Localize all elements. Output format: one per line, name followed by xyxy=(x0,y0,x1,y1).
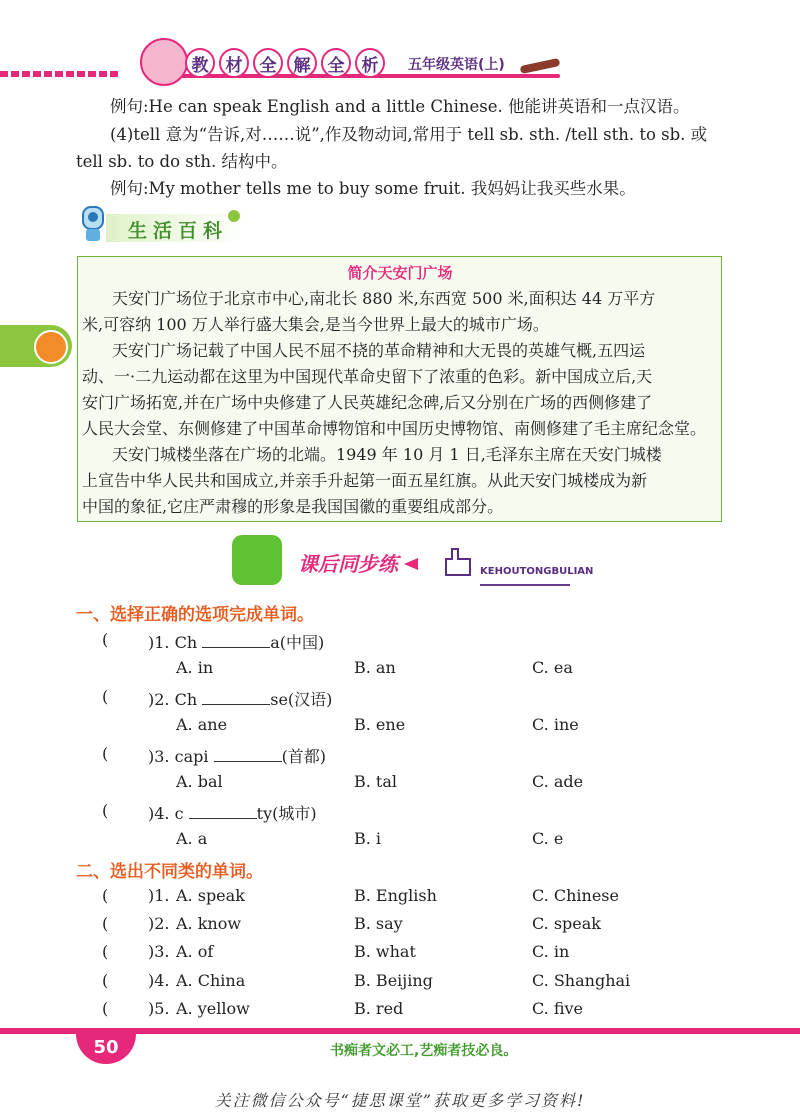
answer-paren: ( xyxy=(102,630,109,649)
question-number: )4. c ty(城市) xyxy=(148,804,317,823)
title-char: 全 xyxy=(321,48,351,78)
info-line: 天安门城楼坐落在广场的北端。1949 年 10 月 1 日,毛泽东主席在天安门城楼 xyxy=(112,445,662,464)
question-row xyxy=(0,687,800,711)
practice-label: 课后同步练 xyxy=(298,552,398,576)
option-a: A. know xyxy=(176,914,242,933)
answer-paren: ( xyxy=(102,886,109,905)
question-number: )1. xyxy=(148,886,170,905)
answer-paren: ( xyxy=(102,744,109,763)
option-c: C. Chinese xyxy=(532,886,619,905)
option-c: C. in xyxy=(532,942,570,961)
question-row xyxy=(0,744,800,768)
robot-icon xyxy=(78,205,108,245)
info-line: 安门广场拓宽,并在广场中央修建了人民英雄纪念碑,后又分别在广场的西侧修建了 xyxy=(82,393,653,412)
option-b: B. ene xyxy=(354,715,406,734)
section-1-title: 一、选择正确的选项完成单词。 xyxy=(76,605,314,625)
question-number: )3. xyxy=(148,942,170,961)
fill-blank[interactable] xyxy=(214,747,282,762)
section-2-title: 二、选出不同类的单词。 xyxy=(76,862,263,882)
option-a: A. a xyxy=(176,829,208,848)
decor-dot xyxy=(228,210,240,222)
answer-paren: ( xyxy=(102,942,109,961)
option-a: A. ane xyxy=(176,715,228,734)
monster-mascot-icon xyxy=(232,535,282,585)
option-b: B. English xyxy=(354,886,437,905)
question-number: )1. Ch a(中国) xyxy=(148,633,325,652)
question-number: )3. capi (首都) xyxy=(148,747,327,766)
question-number: )5. xyxy=(148,999,170,1018)
option-b: B. tal xyxy=(354,772,398,791)
option-a: A. of xyxy=(176,942,214,961)
option-c: C. ine xyxy=(532,715,579,734)
answer-paren: ( xyxy=(102,687,109,706)
question-row xyxy=(0,801,800,825)
question-row xyxy=(0,942,800,966)
question-number: )4. xyxy=(148,971,170,990)
fill-blank[interactable] xyxy=(189,804,257,819)
title-char: 材 xyxy=(219,48,249,78)
book-title xyxy=(185,48,385,78)
info-line: 天安门广场记载了中国人民不屈不挠的革命精神和大无畏的英雄气概,五四运 xyxy=(112,341,646,360)
question-row xyxy=(0,914,800,938)
footer-note: 关注微信公众号“捷思课堂”获取更多学习资料! xyxy=(214,1091,586,1110)
question-row xyxy=(0,999,800,1023)
option-b: B. an xyxy=(354,658,396,677)
header-decoration xyxy=(0,62,150,76)
option-a: A. yellow xyxy=(176,999,250,1018)
question-row xyxy=(0,971,800,995)
option-b: B. Beijing xyxy=(354,971,433,990)
title-char: 析 xyxy=(355,48,385,78)
info-line: 上宣告中华人民共和国成立,并亲手升起第一面五星红旗。从此天安门城楼成为新 xyxy=(82,471,648,490)
answer-paren: ( xyxy=(102,914,109,933)
option-b: B. say xyxy=(354,914,403,933)
option-c: C. ea xyxy=(532,658,573,677)
mascot-girl-icon xyxy=(140,38,188,86)
fill-blank[interactable] xyxy=(202,633,270,648)
mascot-face-icon xyxy=(34,330,68,364)
option-c: C. five xyxy=(532,999,584,1018)
question-row xyxy=(0,886,800,910)
option-b: B. red xyxy=(354,999,404,1018)
answer-paren: ( xyxy=(102,801,109,820)
point-4-line: (4)tell 意为“告诉,对……说”,作及物动词,常用于 tell sb. sth. /tell sth. to sb. 或 xyxy=(110,125,708,144)
fill-blank[interactable] xyxy=(202,690,270,705)
example-sentence: 例句:My mother tells me to buy some fruit. 我妈妈让我买些水果。 xyxy=(110,179,636,198)
example-sentence: 例句:He can speak English and a little Chinese. 他能讲英语和一点汉语。 xyxy=(110,97,690,116)
title-char: 解 xyxy=(287,48,317,78)
answer-paren: ( xyxy=(102,999,109,1018)
option-a: A. bal xyxy=(176,772,223,791)
book-subtitle: 五年级英语(上) xyxy=(408,57,505,73)
point-4-line: tell sb. to do sth. 结构中。 xyxy=(76,152,288,171)
option-c: C. ade xyxy=(532,772,584,791)
section-label: 生活百科 xyxy=(128,220,229,242)
option-b: B. what xyxy=(354,942,416,961)
question-number: )2. xyxy=(148,914,170,933)
question-row xyxy=(0,630,800,654)
info-line: 人民大会堂、东侧修建了中国革命博物馆和中国历史博物馆、南侧修建了毛主席纪念堂。 xyxy=(82,419,707,438)
arrow-icon xyxy=(404,558,418,570)
pen-icon xyxy=(520,58,561,74)
option-c: C. e xyxy=(532,829,564,848)
info-line: 动、一·二九运动都在这里为中国现代革命史留下了浓重的色彩。新中国成立后,天 xyxy=(82,367,653,386)
title-char: 全 xyxy=(253,48,283,78)
info-line: 天安门广场位于北京市中心,南北长 880 米,东西宽 500 米,面积达 44 万平方 xyxy=(112,289,656,308)
option-c: C. Shanghai xyxy=(532,971,631,990)
option-a: A. in xyxy=(176,658,214,677)
page-number: 50 xyxy=(76,1034,136,1064)
question-number: )2. Ch se(汉语) xyxy=(148,690,333,709)
practice-pinyin: KEHOUTONGBULIAN xyxy=(480,566,570,586)
info-line: 米,可容纳 100 万人举行盛大集会,是当今世界上最大的城市广场。 xyxy=(82,315,549,334)
info-box-title: 简介天安门广场 xyxy=(347,264,453,282)
footer-motto: 书痴者文必工,艺痴者技必良。 xyxy=(330,1043,518,1059)
option-b: B. i xyxy=(354,829,382,848)
answer-paren: ( xyxy=(102,971,109,990)
pointing-hand-icon xyxy=(438,545,478,585)
option-a: A. China xyxy=(176,971,246,990)
info-line: 中国的象征,它庄严肃穆的形象是我国国徽的重要组成部分。 xyxy=(82,497,504,516)
title-char: 教 xyxy=(185,48,215,78)
option-c: C. speak xyxy=(532,914,601,933)
option-a: A. speak xyxy=(176,886,245,905)
